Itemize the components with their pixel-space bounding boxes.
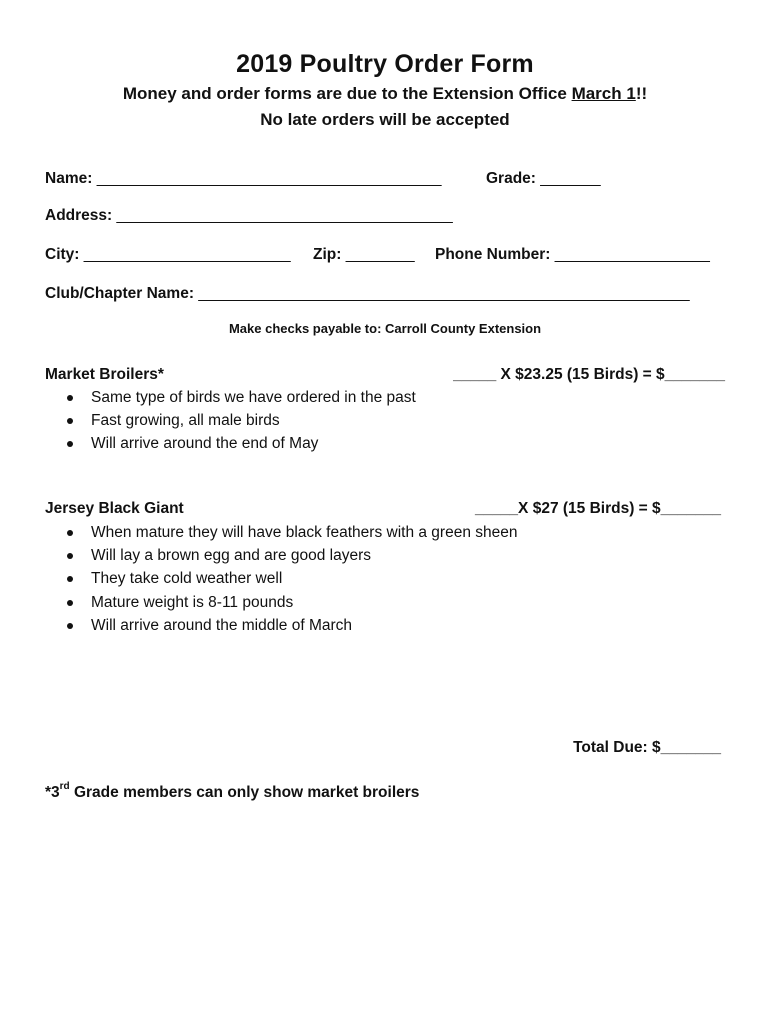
price-line-market-broilers[interactable]: _____ X $23.25 (15 Birds) = $_______ bbox=[453, 366, 725, 383]
footnote-prefix: *3 bbox=[45, 784, 60, 801]
zip-field[interactable] bbox=[313, 246, 415, 264]
list-item-text: Fast growing, all male birds bbox=[91, 412, 280, 430]
zip-label: Zip: bbox=[313, 246, 342, 263]
grade-label: Grade: bbox=[486, 170, 536, 187]
phone-label: Phone Number: bbox=[435, 246, 551, 263]
list-item-text: They take cold weather well bbox=[91, 570, 283, 588]
footnote bbox=[45, 781, 420, 802]
list-item bbox=[45, 544, 517, 567]
city-field[interactable] bbox=[45, 246, 291, 264]
zip-blank[interactable]: ________ bbox=[345, 246, 415, 263]
bullet-icon bbox=[67, 395, 73, 401]
list-item bbox=[45, 567, 517, 590]
name-blank[interactable]: ________________________________________ bbox=[96, 170, 442, 187]
grade-field[interactable] bbox=[486, 170, 601, 188]
form-title: 2019 Poultry Order Form bbox=[236, 50, 534, 78]
city-label: City: bbox=[45, 246, 80, 263]
phone-field[interactable] bbox=[435, 246, 710, 264]
bullet-icon bbox=[67, 553, 73, 559]
grade-blank[interactable]: _______ bbox=[540, 170, 601, 187]
item-title-market-broilers: Market Broilers* bbox=[45, 366, 164, 383]
bullet-icon bbox=[67, 576, 73, 582]
item-title-jersey-black-giant: Jersey Black Giant bbox=[45, 500, 184, 517]
list-item bbox=[45, 409, 416, 432]
bullet-icon bbox=[67, 623, 73, 629]
checks-payable-note: Make checks payable to: Carroll County Extension bbox=[228, 321, 542, 336]
price-line-jersey-black-giant[interactable]: _____X $27 (15 Birds) = $_______ bbox=[474, 500, 721, 517]
footnote-ordinal: rd bbox=[59, 781, 70, 792]
list-item bbox=[45, 386, 416, 409]
list-item-text: Will lay a brown egg and are good layers bbox=[91, 547, 372, 565]
address-field[interactable] bbox=[45, 207, 453, 225]
bullet-list-jersey-black-giant bbox=[45, 521, 517, 637]
footnote-text: Grade members can only show market broilers bbox=[69, 784, 420, 801]
club-label: Club/Chapter Name: bbox=[45, 285, 194, 302]
list-item bbox=[45, 614, 517, 637]
total-due[interactable]: Total Due: $_______ bbox=[573, 739, 721, 756]
club-blank[interactable]: _________________________________________________________ bbox=[198, 285, 690, 302]
bullet-icon bbox=[67, 441, 73, 447]
address-label: Address: bbox=[45, 207, 113, 224]
address-blank[interactable]: _______________________________________ bbox=[116, 207, 453, 224]
city-blank[interactable]: ________________________ bbox=[83, 246, 291, 263]
list-item-text: Will arrive around the end of May bbox=[91, 435, 319, 453]
name-field[interactable] bbox=[45, 170, 442, 188]
bullet-icon bbox=[67, 530, 73, 536]
list-item-text: Will arrive around the middle of March bbox=[91, 616, 353, 634]
list-item bbox=[45, 432, 416, 455]
list-item-text: Mature weight is 8-11 pounds bbox=[91, 593, 294, 611]
list-item bbox=[45, 521, 517, 544]
list-item-text: When mature they will have black feathers with a green sheen bbox=[91, 524, 518, 541]
name-label: Name: bbox=[45, 170, 93, 187]
due-notice-text: Money and order forms are due to the Extension Office bbox=[122, 84, 572, 103]
due-date: March 1 bbox=[571, 84, 636, 103]
phone-blank[interactable]: __________________ bbox=[554, 246, 710, 263]
club-field[interactable] bbox=[45, 285, 690, 303]
bullet-icon bbox=[67, 418, 73, 424]
no-late-notice: No late orders will be accepted bbox=[260, 110, 510, 129]
list-item-text: Same type of birds we have ordered in the past bbox=[91, 389, 416, 406]
bullet-list-market-broilers bbox=[45, 386, 416, 456]
due-notice-exclaim: !! bbox=[635, 84, 648, 103]
list-item bbox=[45, 591, 517, 614]
bullet-icon bbox=[67, 600, 73, 606]
due-notice bbox=[0, 84, 770, 104]
